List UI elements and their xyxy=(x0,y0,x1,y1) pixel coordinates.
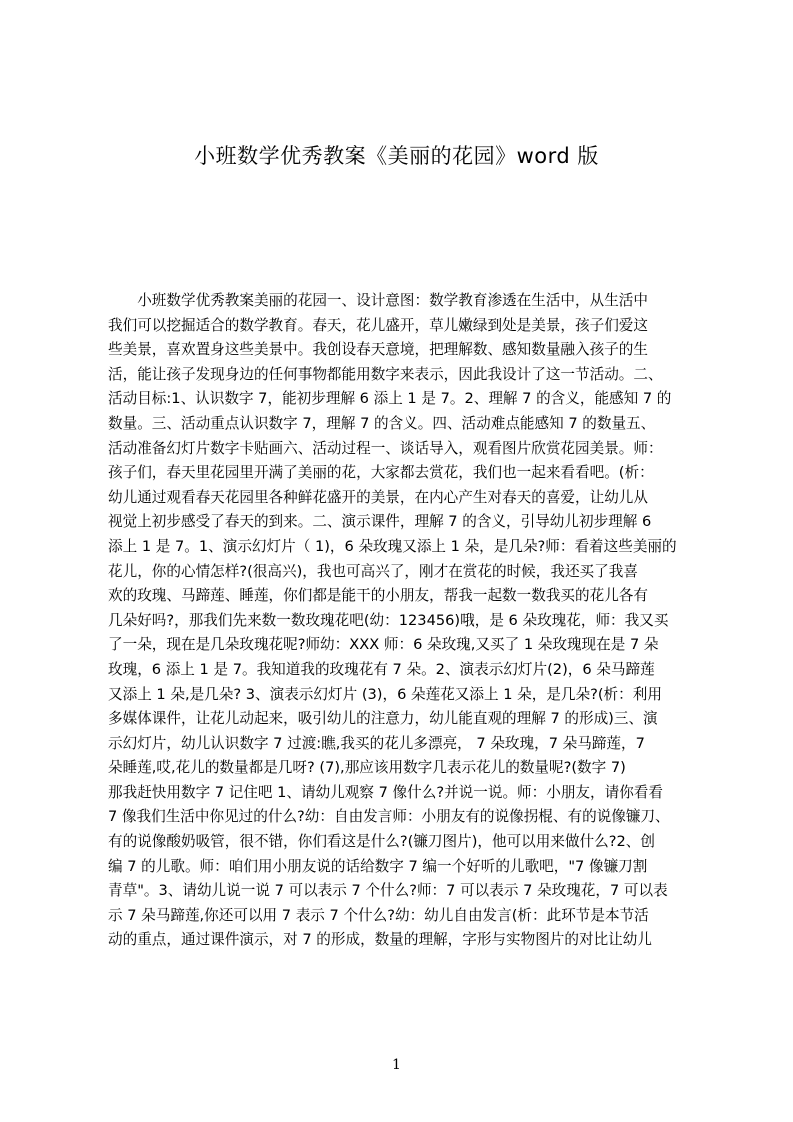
text-line: 有的说像酸奶吸管，很不错，你们看这是什么?(镰刀图片)，他可以用来做什么?2、创 xyxy=(108,833,655,851)
text-line: 示幻灯片，幼儿认识数字 7 过渡:瞧,我买的花儿多漂亮， 7 朵玫瑰，7 朵马蹄莲，7 xyxy=(108,734,645,752)
text-line: 欢的玫瑰、马蹄莲、睡莲，你们都是能干的小朋友，帮我一起数一数我买的花儿各有 xyxy=(108,587,648,605)
text-line: 活动准备幻灯片数字卡贴画六、活动过程一、谈话导入，观看图片欣赏花园美景。师： xyxy=(108,439,663,457)
text-line: 示 7 朵马蹄莲,你还可以用 7 表示 7 个什么?幼：幼儿自由发言(析：此环节是本节活 xyxy=(108,906,649,924)
text-line: 朵睡莲,哎,花儿的数量都是几呀? (7),那应该用数字几表示花儿的数量呢?(数字 7) xyxy=(108,759,626,777)
text-line: 了一朵，现在是几朵玫瑰花呢?师幼：XXX 师：6 朵玫瑰,又买了 1 朵玫瑰现在是 7 朵 xyxy=(108,636,659,654)
text-line: 幼儿通过观看春天花园里各种鲜花盛开的美景，在内心产生对春天的喜爱，让幼儿从 xyxy=(108,488,648,506)
page-number: 1 xyxy=(392,1057,401,1073)
text-line: 视觉上初步感受了春天的到来。二、演示课件，理解 7 的含义，引导幼儿初步理解 6 xyxy=(108,513,652,531)
text-line: 又添上 1 朵,是几朵? 3、演表示幻灯片 (3)，6 朵莲花又添上 1 朵，是几朵?(析：利用 xyxy=(108,685,662,703)
text-line: 几朵好吗?，那我们先来数一数玫瑰花吧(幼：123456)哦，是 6 朵玫瑰花，师：我又买 xyxy=(108,611,669,629)
text-line: 多媒体课件，让花儿动起来，吸引幼儿的注意力，幼儿能直观的理解 7 的形成)三、演 xyxy=(108,710,658,728)
document-title: 小班数学优秀教案《美丽的花园》word 版 xyxy=(194,144,599,168)
text-line: 数量。三、活动重点认识数字 7，理解 7 的含义。四、活动难点能感知 7 的数量五、 xyxy=(108,414,656,432)
text-line: 花儿，你的心情怎样?(很高兴)，我也可高兴了，刚才在赏花的时候，我还买了我喜 xyxy=(108,562,638,580)
text-line: 些美景，喜欢置身这些美景中。我创设春天意境，把理解数、感知数量融入孩子的生 xyxy=(108,341,648,359)
text-line: 动的重点，通过课件演示，对 7 的形成，数量的理解，字形与实物图片的对比让幼儿 xyxy=(108,931,652,949)
text-line: 小班数学优秀教案美丽的花园一、设计意图：数学教育渗透在生活中，从生活中 xyxy=(108,292,648,309)
text-line: 玫瑰，6 添上 1 是 7。我知道我的玫瑰花有 7 朵。2、演表示幻灯片(2)，6 朵马蹄莲 xyxy=(108,660,655,678)
text-line: 青草"。3、请幼儿说一说 7 可以表示 7 个什么?师：7 可以表示 7 朵玫瑰花，7 可以表 xyxy=(108,882,668,900)
text-line: 编 7 的儿歌。师：咱们用小朋友说的话给数字 7 编一个好听的儿歌吧，"7 像镰刀割 xyxy=(108,857,648,875)
text-line: 孩子们，春天里花园里开满了美丽的花，大家都去赏花，我们也一起来看看吧。(析： xyxy=(108,464,654,482)
text-line: 添上 1 是 7。1、演示幻灯片（ 1)，6 朵玫瑰又添上 1 朵，是几朵?师：看着这些美丽的 xyxy=(108,537,677,555)
text-line: 活，能让孩子发现身边的任何事物都能用数字来表示，因此我设计了这一节活动。二、 xyxy=(108,365,663,383)
body-text xyxy=(108,289,697,953)
text-line: 我们可以挖掘适合的数学教育。春天，花儿盛开，草儿嫩绿到处是美景，孩子们爱这 xyxy=(108,316,648,334)
text-line: 活动目标:1、认识数字 7，能初步理解 6 添上 1 是 7。2、理解 7 的含义，能感知 7 的 xyxy=(108,390,672,408)
text-line: 那我赶快用数字 7 记住吧 1、请幼儿观察 7 像什么?并说一说。师：小朋友，请你看看 xyxy=(108,783,663,801)
text-line: 7 像我们生活中你见过的什么?幼：自由发言师：小朋友有的说像拐棍、有的说像镰刀、 xyxy=(108,808,670,826)
